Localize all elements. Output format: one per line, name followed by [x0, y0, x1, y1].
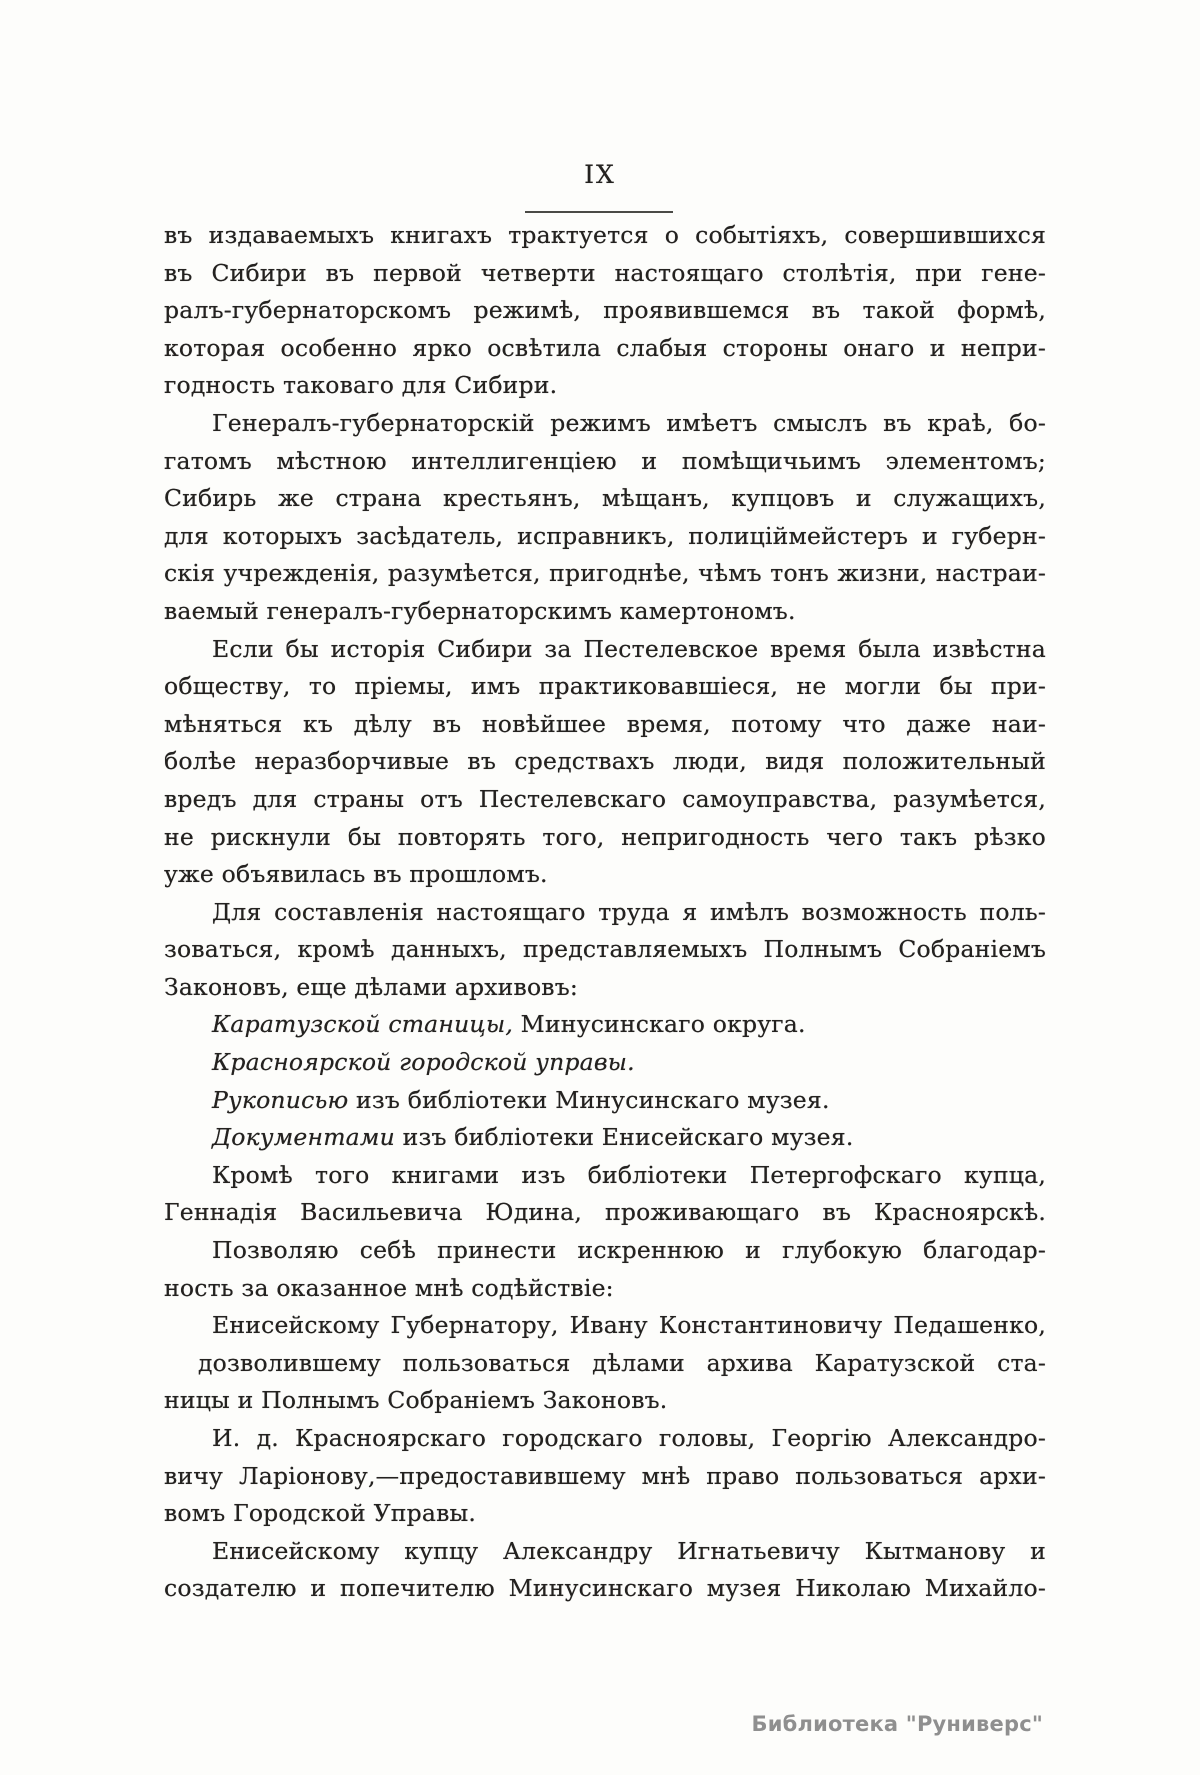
- text-segment: въ Сибири въ первой четверти настоящаго столѣтія, при гене-: [164, 258, 1046, 287]
- text-line: [164, 668, 1046, 706]
- text-segment: уже объявилась въ прошломъ.: [164, 860, 548, 889]
- text-segment: въ издаваемыхъ книгахъ трактуется о событіяхъ, совершившихся: [164, 221, 1046, 249]
- text-segment: создателю и попечителю Минусинскаго музея Николаю Михайло-: [164, 1574, 1046, 1603]
- text-segment: годность таковаго для Сибири.: [164, 371, 558, 400]
- text-segment: ницы и Полнымъ Собраніемъ Законовъ.: [164, 1386, 668, 1415]
- text-segment: И. д. Красноярскаго городскаго головы, Георгію Александро-: [212, 1424, 1046, 1452]
- text-line: [164, 931, 1046, 969]
- text-segment: Для составленія настоящаго труда я имѣлъ возможность поль-: [212, 897, 1046, 926]
- text-segment: вредъ для страны отъ Пестелевскаго самоуправства, разумѣется,: [164, 784, 1046, 813]
- text-line: [164, 856, 1046, 894]
- text-segment: ваемый генералъ-губернаторскимъ камертономъ.: [164, 596, 796, 625]
- header-rule: [525, 211, 673, 213]
- text-line: [164, 1157, 1046, 1195]
- text-line: [164, 1495, 1046, 1533]
- text-segment: изъ библіотеки Минусинскаго музея.: [348, 1085, 830, 1114]
- text-segment: мѣняться къ дѣлу въ новѣйшее время, потому что даже наи-: [164, 709, 1046, 738]
- text-line: [164, 631, 1046, 669]
- text-segment-italic: Документами: [212, 1123, 395, 1152]
- text-segment: Енисейскому Губернатору, Ивану Константиновичу Педашенко,: [212, 1311, 1046, 1340]
- text-segment: Геннадія Васильевича Юдина, проживающаго въ Красноярскѣ.: [164, 1198, 1046, 1227]
- text-line: [164, 480, 1046, 518]
- text-segment: скія учрежденія, разумѣется, пригоднѣе, чѣмъ тонъ жизни, настраи-: [164, 559, 1046, 588]
- text-segment: Минусинскаго округа.: [513, 1010, 806, 1039]
- text-line: [164, 367, 1046, 405]
- text-line: [164, 819, 1046, 857]
- text-line: [164, 217, 1046, 255]
- text-line: [164, 255, 1046, 293]
- text-segment: вомъ Городской Управы.: [164, 1499, 477, 1528]
- text-line: [164, 405, 1046, 443]
- text-line: [164, 1345, 1046, 1383]
- text-line: [164, 593, 1046, 631]
- text-line: [164, 894, 1046, 932]
- text-line: [164, 1420, 1046, 1458]
- text-segment: не рискнули бы повторять того, непригодность чего такъ рѣзко: [164, 822, 1046, 851]
- text-segment: Сибирь же страна крестьянъ, мѣщанъ, купцовъ и служащихъ,: [164, 484, 1046, 513]
- text-segment: Генералъ-губернаторскій режимъ имѣетъ смыслъ въ краѣ, бо-: [212, 408, 1046, 437]
- text-line: [164, 781, 1046, 819]
- text-segment: Кромѣ того книгами изъ библіотеки Петергофскаго купца,: [212, 1160, 1046, 1189]
- text-segment: болѣе неразборчивые въ средствахъ люди, видя положительный: [164, 747, 1046, 776]
- text-segment: Позволяю себѣ принести искреннюю и глубокую благодар-: [212, 1236, 1046, 1265]
- text-line: [164, 1307, 1046, 1345]
- text-line: [164, 518, 1046, 556]
- page-number: IX: [584, 160, 616, 189]
- text-line: [164, 1006, 1046, 1044]
- text-segment: которая особенно ярко освѣтила слабыя стороны онаго и непри-: [164, 333, 1046, 362]
- text-line: [164, 1533, 1046, 1571]
- text-segment-italic: Каратузской станицы,: [212, 1010, 514, 1039]
- text-segment: для которыхъ засѣдатель, исправникъ, полиціймейстеръ и губерн-: [164, 521, 1046, 550]
- text-line: [164, 1119, 1046, 1157]
- text-line: [164, 1082, 1046, 1120]
- text-line: [164, 555, 1046, 593]
- text-segment-italic: Рукописью: [212, 1085, 349, 1114]
- text-line: [164, 706, 1046, 744]
- text-segment: обществу, то пріемы, имъ практиковавшіеся, не могли бы при-: [164, 672, 1046, 701]
- library-watermark: Библиотека "Руниверс": [751, 1712, 1043, 1736]
- text-line: [164, 330, 1046, 368]
- text-line: [164, 443, 1046, 481]
- text-segment: Законовъ, еще дѣлами архивовъ:: [164, 972, 578, 1001]
- text-line: [164, 1194, 1046, 1232]
- text-line: [164, 1270, 1046, 1308]
- text-line: [164, 1044, 1046, 1082]
- text-segment: Енисейскому купцу Александру Игнатьевичу Кытманову и: [212, 1536, 1046, 1565]
- text-line: [164, 1232, 1046, 1270]
- text-line: [164, 1458, 1046, 1496]
- text-segment-italic: Красноярской городской управы.: [212, 1048, 635, 1077]
- text-segment: изъ библіотеки Енисейскаго музея.: [394, 1123, 854, 1152]
- text-segment: зоваться, кромѣ данныхъ, представляемыхъ Полнымъ Собраніемъ: [164, 935, 1046, 964]
- text-line: [164, 743, 1046, 781]
- text-line: [164, 1382, 1046, 1420]
- text-segment: дозволившему пользоваться дѣлами архива Каратузской ста-: [198, 1348, 1046, 1377]
- text-segment: ралъ-губернаторскомъ режимѣ, проявившемся въ такой формѣ,: [164, 296, 1046, 325]
- page-text-block: [164, 217, 1046, 1608]
- text-segment: гатомъ мѣстною интеллигенціею и помѣщичьимъ элементомъ;: [164, 446, 1046, 475]
- text-line: [164, 292, 1046, 330]
- text-line: [164, 969, 1046, 1007]
- text-segment: ность за оказанное мнѣ содѣйствіе:: [164, 1273, 614, 1302]
- text-segment: вичу Ларіонову,—предоставившему мнѣ право пользоваться архи-: [164, 1461, 1046, 1490]
- text-segment: Если бы исторія Сибири за Пестелевское время была извѣстна: [212, 634, 1046, 663]
- text-line: [164, 1570, 1046, 1608]
